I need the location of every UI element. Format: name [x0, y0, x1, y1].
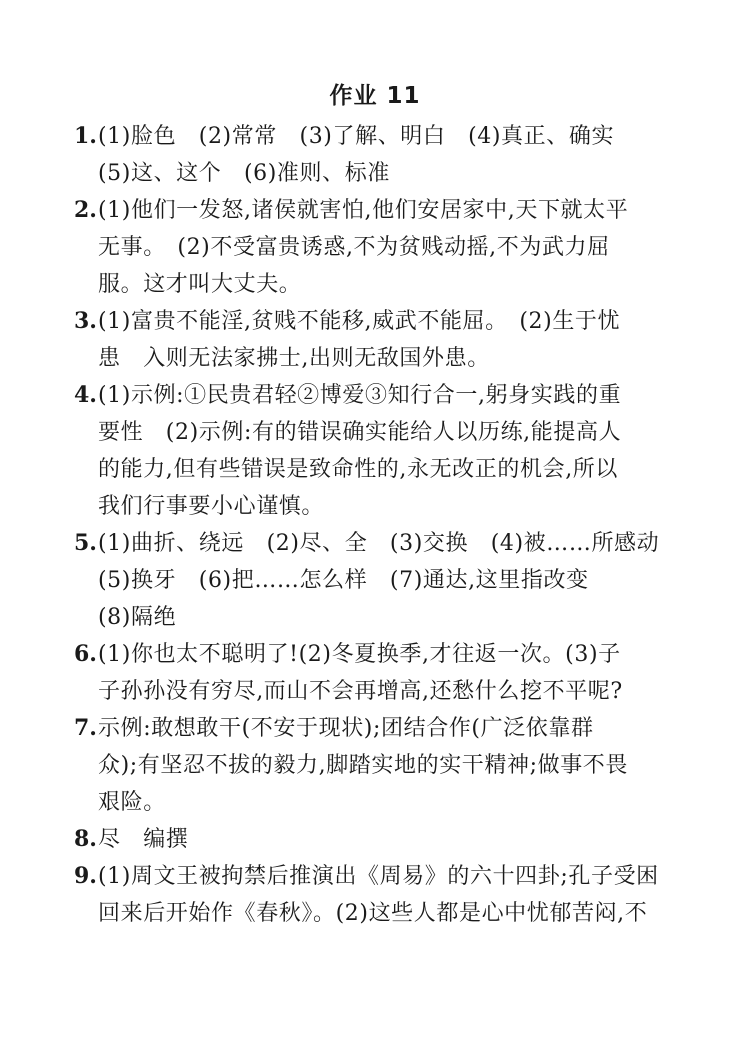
answer-list — [74, 118, 686, 932]
item-number: 4. — [74, 382, 97, 408]
answer-line: (5)换牙 (6)把……怎么样 (7)通达,这里指改变 — [98, 568, 589, 593]
answer-line: (5)这、这个 (6)准则、标准 — [98, 161, 390, 186]
item-number: 3. — [74, 308, 97, 334]
item-body — [98, 303, 686, 377]
answer-line: (8)隔绝 — [98, 605, 177, 630]
item-number: 6. — [74, 641, 97, 667]
answer-item-9 — [74, 858, 686, 932]
item-number: 2. — [74, 197, 97, 223]
item-body — [98, 636, 686, 710]
item-number: 5. — [74, 530, 97, 556]
page-title: 作业 11 — [329, 83, 421, 109]
answer-line: 无事。 (2)不受富贵诱惑,不为贫贱动摇,不为武力屈 — [98, 235, 610, 260]
item-number: 9. — [74, 863, 97, 889]
answer-line: 众);有坚忍不拔的毅力,脚踏实地的实干精神;做事不畏 — [98, 753, 629, 778]
answer-line: 尽 编撰 — [98, 827, 189, 852]
item-number: 8. — [74, 826, 97, 852]
answer-item-3 — [74, 303, 686, 377]
answer-line: (1)你也太不聪明了!(2)冬夏换季,才往返一次。(3)子 — [98, 642, 621, 667]
answer-line: (1)示例:①民贵君轻②博爱③知行合一,躬身实践的重 — [98, 383, 622, 408]
answer-line: (1)富贵不能淫,贫贱不能移,威武不能屈。 (2)生于忧 — [98, 309, 621, 334]
answer-line: 艰险。 — [98, 790, 166, 815]
answer-line: (1)他们一发怒,诸侯就害怕,他们安居家中,天下就太平 — [98, 198, 629, 223]
answer-line: 服。这才叫大丈夫。 — [98, 272, 302, 297]
item-body — [98, 118, 686, 192]
answer-item-8 — [74, 821, 686, 858]
answer-line: (1)曲折、绕远 (2)尽、全 (3)交换 (4)被……所感动 — [98, 531, 660, 556]
answer-line: 的能力,但有些错误是致命性的,永无改正的机会,所以 — [98, 457, 618, 482]
answer-line: 患 入则无法家拂士,出则无敌国外患。 — [98, 346, 490, 371]
item-body — [98, 858, 686, 932]
item-body — [98, 525, 686, 636]
item-body — [98, 377, 686, 525]
item-body — [98, 821, 686, 858]
answer-item-1 — [74, 118, 686, 192]
answer-line: 子孙孙没有穷尽,而山不会再增高,还愁什么挖不平呢? — [98, 679, 623, 704]
answer-line: (1)周文王被拘禁后推演出《周易》的六十四卦;孔子受困 — [98, 864, 659, 889]
answer-item-4 — [74, 377, 686, 525]
item-body — [98, 710, 686, 821]
answer-item-5 — [74, 525, 686, 636]
item-body — [98, 192, 686, 303]
answer-item-2 — [74, 192, 686, 303]
answer-line: 我们行事要小心谨慎。 — [98, 494, 325, 519]
answer-line: 示例:敢想敢干(不安于现状);团结合作(广泛依靠群 — [98, 716, 594, 741]
item-number: 1. — [74, 123, 97, 149]
answer-item-6 — [74, 636, 686, 710]
answer-line: 要性 (2)示例:有的错误确实能给人以历练,能提高人 — [98, 420, 622, 445]
answer-item-7 — [74, 710, 686, 821]
item-number: 7. — [74, 715, 97, 741]
answer-line: (1)脸色 (2)常常 (3)了解、明白 (4)真正、确实 — [98, 124, 615, 149]
answer-line: 回来后开始作《春秋》。(2)这些人都是心中忧郁苦闷,不 — [98, 901, 648, 926]
